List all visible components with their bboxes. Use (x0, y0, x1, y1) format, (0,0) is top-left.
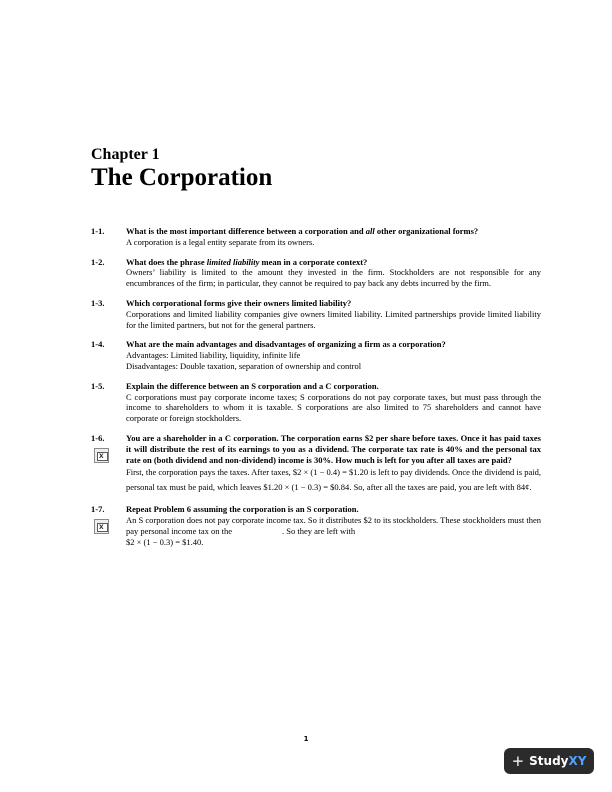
question-text: What is the most important difference between a corporation and (126, 226, 366, 236)
problem-question (126, 257, 541, 268)
problem-question: What are the main advantages and disadvantages of organizing a firm as a corporation? (126, 339, 446, 350)
problem-1-3 (91, 298, 541, 330)
answer-text: An S corporation does not pay corporate income tax. So it distributes $2 to its stockholders. These stockholders must then pay personal income tax on the (126, 515, 541, 536)
problem-answer-line: Disadvantages: Double taxation, separation of ownership and control (126, 360, 362, 371)
problem-1-4 (91, 339, 541, 371)
question-text: What does the phrase (126, 256, 207, 267)
problem-question: You are a shareholder in a C corporation. The corporation earns $2 per share before taxes. Once it has paid taxes it will distribute the rest of its earnings to you as a dividend. The corporate tax rate is 40% and the personal tax rate on (both dividend and non-dividend) income is 30%. How much is left for you after all taxes are paid? (126, 432, 541, 465)
problem-number: 1-6. (91, 432, 105, 443)
answer-text: . (201, 536, 204, 547)
answer-text: is left to pay dividends. Once the dividend is paid, personal tax must be paid, which leaves (126, 467, 541, 493)
problem-number: 1-1. (91, 226, 105, 236)
problem-1-5 (91, 381, 541, 424)
question-emphasis: all (365, 226, 375, 236)
answer-text: . So, after all the taxes are paid, you are left with 84¢. (349, 482, 532, 493)
problem-number: 1-3. (91, 297, 105, 308)
chapter-label: Chapter 1 (91, 146, 160, 163)
studyxy-badge[interactable] (504, 748, 594, 774)
problem-1-1 (91, 226, 541, 248)
excel-icon[interactable] (94, 519, 109, 534)
problem-answer (126, 515, 541, 547)
problem-1-2 (91, 257, 541, 289)
answer-equation: $2 × (1 − 0.4) = $1.20 (292, 467, 369, 478)
problem-list (91, 226, 541, 557)
problem-question (126, 226, 541, 237)
problem-number: 1-2. (91, 256, 105, 267)
question-text: other organizational forms? (374, 226, 479, 236)
problem-answer: Corporations and limited liability companies give owners limited liability. Limited partnerships provide limited liability for the limited partners, but not for the general partners. (126, 308, 541, 330)
problem-answer: Owners’ liability is limited to the amount they invested in the firm. Stockholders are not responsible for any encumbrances of the firm; in particular, they cannot be required to pay back any debts incurred by the firm. (126, 267, 541, 289)
problem-answer (126, 465, 541, 495)
problem-number: 1-7. (91, 504, 105, 515)
plus-icon: + (511, 752, 525, 770)
answer-text: . So they are left with (281, 525, 356, 536)
problem-answer-line: Advantages: Limited liability, liquidity, infinite life (126, 350, 301, 361)
problem-question: Repeat Problem 6 assuming the corporation is an S corporation. (126, 504, 359, 515)
excel-icon[interactable] (94, 448, 109, 463)
answer-equation: $2 × (1 − 0.3) = $1.40 (126, 536, 202, 547)
question-text: mean in a corporate context? (259, 256, 368, 267)
brand-name-accent: XY (568, 754, 587, 768)
problem-question: Explain the difference between an S corporation and a C corporation. (126, 380, 379, 391)
problem-1-7 (91, 504, 541, 547)
answer-equation: $1.20 × (1 − 0.3) = $0.84 (263, 482, 350, 493)
question-emphasis: limited liability (206, 256, 260, 267)
problem-answer: A corporation is a legal entity separate from its owners. (126, 236, 315, 247)
page-number: 1 (303, 735, 309, 743)
problem-1-6 (91, 433, 541, 495)
problem-answer: C corporations must pay corporate income taxes; S corporations do not pay corporate taxes, but must pass through the income to shareholders to whom it is taxable. S corporations are also limited to 75 shareholders and cannot have corporate or foreign stockholders. (126, 391, 541, 424)
brand-name-main: Study (529, 754, 569, 768)
problem-question: Which corporational forms give their owners limited liability? (126, 297, 352, 308)
problem-number: 1-4. (91, 339, 105, 350)
problem-number: 1-5. (91, 380, 105, 391)
answer-text: First, the corporation pays the taxes. After taxes, (126, 467, 291, 478)
chapter-title: The Corporation (91, 164, 273, 191)
